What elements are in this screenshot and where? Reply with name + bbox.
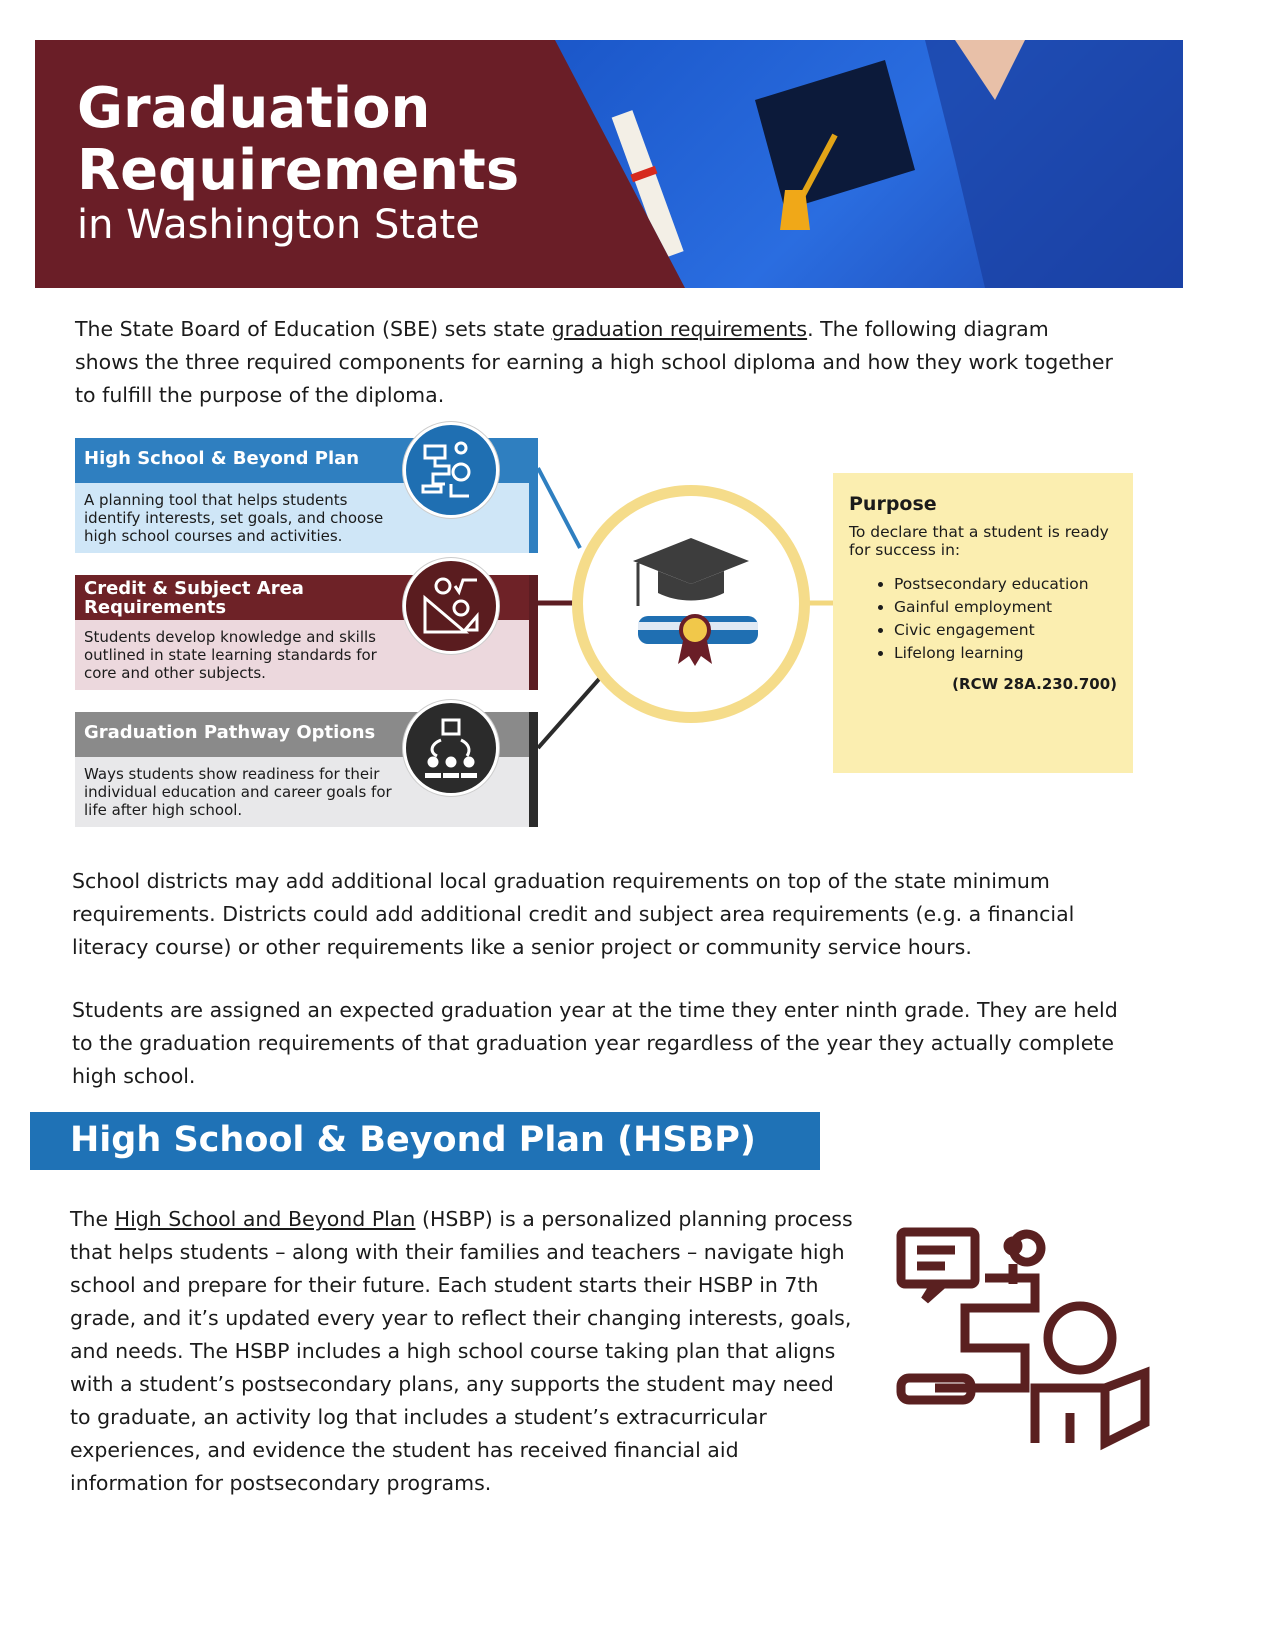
component-description: Students develop knowledge and skills outlined in state learning standards for core and other subjects. bbox=[75, 620, 538, 690]
header-banner bbox=[35, 40, 1183, 288]
diploma-circle bbox=[572, 485, 810, 723]
hsbp-heading: High School & Beyond Plan (HSBP) bbox=[30, 1112, 820, 1170]
intro-paragraph: The State Board of Education (SBE) sets state graduation requirements. The following diagram shows the three required components for earning a high school diploma and how they work together to fulfill the purpose of the diploma. bbox=[75, 317, 1113, 407]
diploma-cap-icon bbox=[583, 496, 799, 712]
pathway-people-icon bbox=[403, 700, 499, 796]
planning-path-icon bbox=[403, 422, 499, 518]
purpose-list bbox=[894, 573, 1117, 665]
page-title: Graduation Requirements bbox=[77, 76, 520, 203]
list-item: • Gainful employment bbox=[894, 596, 1117, 619]
graduation-requirements-link[interactable]: graduation requirements bbox=[551, 317, 808, 341]
hsbp-planning-icon bbox=[895, 1218, 1155, 1458]
list-item: • Lifelong learning bbox=[894, 642, 1117, 665]
list-item: • Postsecondary education bbox=[894, 573, 1117, 596]
hsbp-link[interactable]: High School and Beyond Plan bbox=[114, 1207, 416, 1231]
purpose-title: Purpose bbox=[849, 493, 937, 515]
list-item: • Civic engagement bbox=[894, 619, 1117, 642]
connector bbox=[529, 438, 538, 553]
graduation-cap-icon bbox=[555, 40, 1183, 288]
graduation-caps-photo bbox=[555, 40, 1183, 288]
component-description: A planning tool that helps students identify interests, set goals, and choose high school courses and activities. bbox=[75, 483, 538, 553]
purpose-description: To declare that a student is ready for success in: bbox=[849, 523, 1109, 559]
component-description: Ways students show readiness for their individual education and career goals for life after high school. bbox=[75, 757, 538, 827]
math-tools-icon bbox=[403, 558, 499, 654]
component-title: Graduation Pathway Options bbox=[75, 712, 538, 757]
connector bbox=[529, 575, 538, 690]
graduation-year-paragraph: Students are assigned an expected graduation year at the time they enter ninth grade. They are held to the graduation requirements of that graduation year regardless of the year they actually complete high school. bbox=[72, 998, 1118, 1088]
component-title: High School & Beyond Plan bbox=[75, 438, 538, 483]
component-title: Credit & Subject Area Requirements bbox=[75, 575, 538, 620]
connector bbox=[529, 712, 538, 827]
local-requirements-paragraph: School districts may add additional local graduation requirements on top of the state minimum requirements. Districts could add additional credit and subject area requirements (e.g. a financial literacy course) or other requirements like a senior project or community service hours. bbox=[72, 869, 1075, 959]
page-subtitle: in Washington State bbox=[77, 202, 480, 248]
purpose-citation: (RCW 28A.230.700) bbox=[952, 675, 1117, 693]
hsbp-paragraph: The High School and Beyond Plan (HSBP) is a personalized planning process that helps students – along with their families and teachers – navigate high school and prepare for their future. Each student starts their HSBP in 7th grade, and it’s updated every year to reflect their changing interests, goals, and needs. The HSBP includes a high school course taking plan that aligns with a student’s postsecondary plans, any supports the student may need to graduate, an activity log that includes a student’s extracurricular experiences, and evidence the student has received financial aid information for postsecondary programs. bbox=[70, 1207, 853, 1495]
purpose-box bbox=[833, 473, 1133, 773]
